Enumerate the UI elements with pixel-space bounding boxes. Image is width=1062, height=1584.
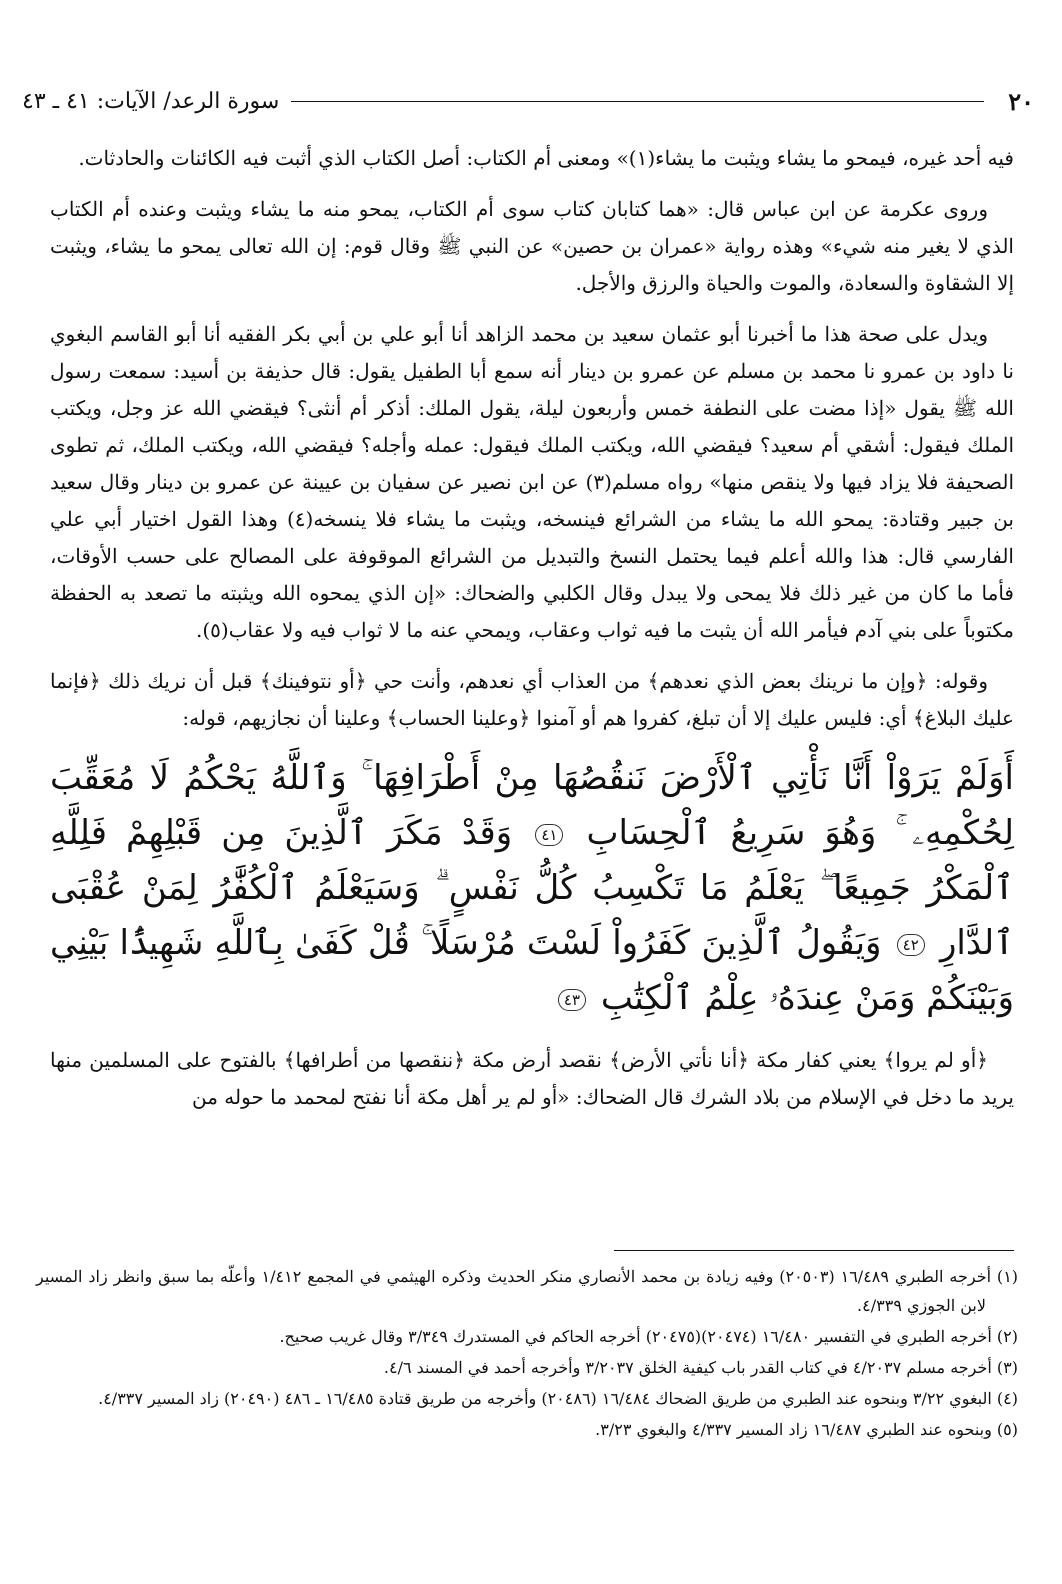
footnote-5: (٥) وبنحوه عند الطبري ١٦/٤٨٧ زاد المسير ٤/٣٣٧ والبغوي ٣/٢٣.: [595, 1420, 1018, 1439]
page-number: ٢٠: [1008, 86, 1034, 116]
page-header: [22, 84, 1034, 118]
quran-verses: [50, 751, 1014, 1026]
paragraph-2: وروى عكرمة عن ابن عباس قال: «هما كتابان كتاب سوى أم الكتاب، يمحو منه ما يشاء ويثبت وعنده أم الكتاب الذي لا يغير منه شيء» وهذه رواية «عمران بن حصين» عن النبي ﷺ وقال قوم: إن الله تعالى يمحو ما يشاء، ويثبت إلا الشقاوة والسعادة، والموت والحياة والرزق والأجل.: [50, 197, 1014, 295]
quran-verse-42: وَقَدْ مَكَرَ ٱلَّذِينَ مِن قَبْلِهِمْ فَلِلَّهِ ٱلْمَكْرُ جَمِيعًا ۖ يَعْلَمُ مَا تَكْسِبُ كُلُّ نَفْسٍ ۗ وَسَيَعْلَمُ ٱلْكُفَّٰرُ لِمَنْ عُقْبَى ٱلدَّارِ: [50, 813, 1015, 963]
quran-verse-43: وَيَقُولُ ٱلَّذِينَ كَفَرُواْ لَسْتَ مُرْسَلًا ۚ قُلْ كَفَىٰ بِٱللَّهِ شَهِيدًۢا بَيْنِي وَبَيْنَكُمْ وَمَنْ عِندَهُۥ عِلْمُ ٱلْكِتَٰبِ: [50, 923, 1014, 1018]
footnote-1: (١) أخرجه الطبري ١٦/٤٨٩ (٢٠٥٠٣) وفيه زيادة بن محمد الأنصاري منكر الحديث وذكره الهيثمي في المجمع ١/٤١٢ وأعلّه بما سبق وانظر زاد المسير لابن الجوزي ٤/٣٣٩.: [36, 1267, 1019, 1315]
footnote-rule: [614, 1250, 1014, 1251]
quran-verse-41: أَوَلَمْ يَرَوْاْ أَنَّا نَأْتِي ٱلْأَرْضَ نَنقُصُهَا مِنْ أَطْرَافِهَا ۚ وَٱللَّهُ يَحْكُمُ لَا مُعَقِّبَ لِحُكْمِهِۦ ۚ وَهُوَ سَرِيعُ ٱلْحِسَابِ: [50, 758, 1015, 853]
ayah-number-41: ٤١: [535, 824, 563, 846]
footnote-3: (٣) أخرجه مسلم ٤/٢٠٣٧ في كتاب القدر باب كيفية الخلق ٣/٢٠٣٧ وأخرجه أحمد في المسند ٤/٦.: [383, 1358, 1018, 1377]
paragraph-3: ويدل على صحة هذا ما أخبرنا أبو عثمان سعيد بن محمد الزاهد أنا أبو علي بن أبي بكر الفقيه أنا أبو القاسم البغوي نا داود بن عمرو نا محمد بن مسلم عن عمرو بن دينار أنه سمع أبا الطفيل يقول: قال حذيفة بن أسيد: سمعت رسول الله ﷺ يقول «إذا مضت على النطفة خمس وأربعون ليلة، يقول الملك: أذكر أم أنثى؟ فيقضي الله عز وجل، ويكتب الملك فيقول: أشقي أم سعيد؟ فيقضي الله، ويكتب الملك فيقول: عمله وأجله؟ فيقضي الله، ويكتب الملك، ثم تطوى الصحيفة فلا يزاد فيها ولا ينقص منها» رواه مسلم(٣) عن ابن نصير عن سفيان بن عيينة عن عمرو بن دينار وقال سعيد بن جبير وقتادة: يمحو الله ما يشاء من الشرائع فينسخه، ويثبت ما يشاء فلا ينسخه(٤) وهذا القول اختيار أبي علي الفارسي قال: هذا والله أعلم فيما يحتمل النسخ والتبديل من الشرائع الموقوفة على المصالح على حسب الأوقات، فأما ما كان من غير ذلك فلا يمحى ولا يبدل وقال الكلبي والضحاك: «إن الذي يمحوه الله ويثبته ما تصعد به الحفظة مكتوباً على بني آدم فيأمر الله أن يثبت ما فيه ثواب وعقاب، ويمحي عنه ما لا ثواب فيه ولا عقاب(٥).: [50, 322, 1014, 642]
ayah-number-43: ٤٣: [558, 989, 586, 1011]
paragraph-1: فيه أحد غيره، فيمحو ما يشاء ويثبت ما يشاء(١)» ومعنى أم الكتاب: أصل الكتاب الذي أثبت فيه الكائنات والحادثات.: [78, 146, 1014, 170]
footnote-4: (٤) البغوي ٣/٢٢ وبنحوه عند الطبري من طريق الضحاك ١٦/٤٨٤ (٢٠٤٨٦) وأخرجه من طريق قتادة ١٦/٤٨٥ ـ ٤٨٦ (٢٠٤٩٠) زاد المسير ٤/٣٣٧.: [98, 1389, 1018, 1408]
footnote-2: (٢) أخرجه الطبري في التفسير ١٦/٤٨٠ (٢٠٤٧٤)(٢٠٤٧٥) أخرجه الحاكم في المستدرك ٣/٣٤٩ وقال غريب صحيح.: [279, 1327, 1018, 1346]
paragraph-4: وقوله: ﴿وإن ما نرينك بعض الذي نعدهم﴾ من العذاب أي نعدهم، وأنت حي ﴿أو نتوفينك﴾ قبل أن نريك ذلك ﴿فإنما عليك البلاغ﴾ أي: فليس عليك إلا أن تبلغ، كفروا هم أو آمنوا ﴿وعلينا الحساب﴾ وعلينا أن نجازيهم، قوله:: [50, 669, 1014, 730]
paragraph-5: ﴿أو لم يروا﴾ يعني كفار مكة ﴿أنا نأتي الأرض﴾ نقصد أرض مكة ﴿ننقصها من أطرافها﴾ بالفتوح على المسلمين منها يريد ما دخل في الإسلام من بلاد الشرك قال الضحاك: «أو لم ير أهل مكة أنا نفتح لمحمد ما حوله من: [50, 1048, 1014, 1109]
ayah-number-42: ٤٢: [897, 934, 925, 956]
running-title: سورة الرعد/ الآيات: ٤١ ـ ٤٣: [22, 88, 280, 114]
header-rule: [291, 101, 984, 102]
main-text: [50, 140, 1014, 1130]
footnotes: [36, 1262, 1018, 1446]
